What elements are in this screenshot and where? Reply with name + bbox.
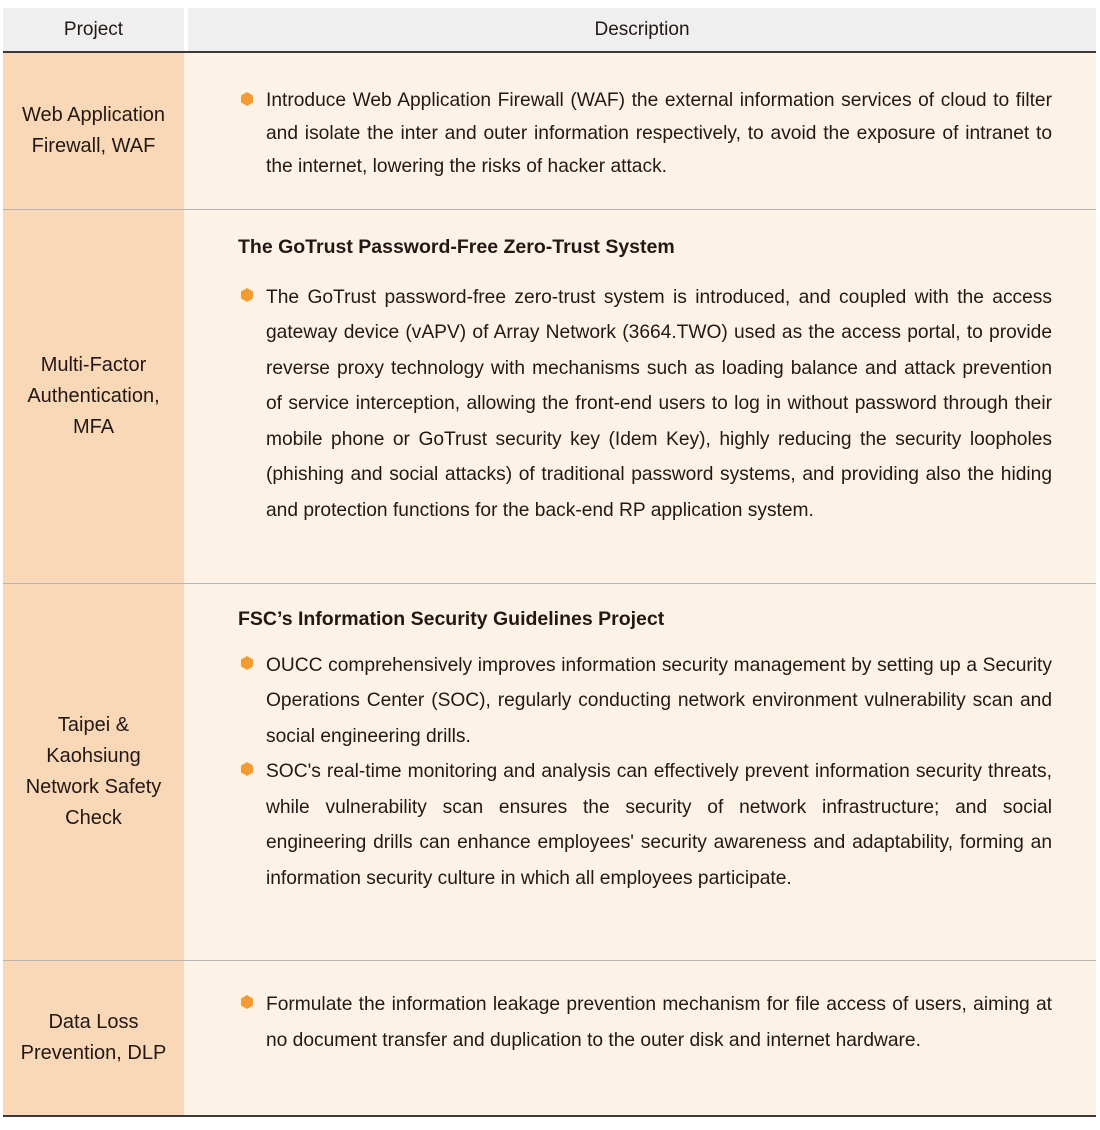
bullet-text: OUCC comprehensively improves information security management by setting up a Security Operations Center (SOC), regularly conducting network environment vulnerability scan and social engineering drills. (266, 654, 1052, 747)
hexagon-bullet-icon (238, 987, 266, 1009)
bullet-text: The GoTrust password-free zero-trust system is introduced, and coupled with the access gateway device (vAPV) of Array Network (3664.TWO) used as the access portal, to provide reverse proxy technology with mechanisms such as loading balance and attack prevention of service interception, allowing the front-end users to log in without password through their mobile phone or GoTrust security key (Idem Key), highly reducing the security loopholes (phishing and social attacks) of traditional password systems, and providing also the hiding and protection functions for the back-end RP application system. (266, 286, 1052, 521)
table-row (3, 210, 1096, 584)
description-subtitle: The GoTrust Password-Free Zero-Trust System (238, 236, 675, 258)
description-cell (188, 210, 1096, 583)
hexagon-bullet-icon (238, 280, 266, 302)
project-cell: Data Loss Prevention, DLP (3, 961, 184, 1115)
project-cell: Web Application Firewall, WAF (3, 53, 184, 209)
list-item (238, 987, 1052, 1058)
security-projects-table (3, 8, 1096, 1117)
hexagon-bullet-icon (238, 648, 266, 670)
description-subtitle: FSC’s Information Security Guidelines Project (238, 608, 665, 630)
description-cell (188, 961, 1096, 1115)
bullet-text: Introduce Web Application Firewall (WAF) the external information services of cloud to filter and isolate the inter and outer information respectively, to avoid the exposure of intranet to the internet, lowering the risks of hacker attack. (266, 90, 1052, 177)
table-header (3, 8, 1096, 53)
list-item (238, 648, 1052, 755)
project-cell: Multi-Factor Authentication, MFA (3, 210, 184, 583)
hexagon-bullet-icon (238, 84, 266, 106)
project-cell: Taipei & Kaohsiung Network Safety Check (3, 584, 184, 960)
bullet-text: SOC's real-time monitoring and analysis can effectively prevent information security threats, while vulnerability scan ensures the security of network infrastructure; and social engineering drills can enhance employees' security awareness and adaptability, forming an information security culture in which all employees participate. (266, 761, 1052, 889)
list-item (238, 280, 1052, 529)
description-cell (188, 584, 1096, 960)
description-cell (188, 53, 1096, 209)
header-project: Project (3, 8, 184, 51)
table-row (3, 584, 1096, 961)
header-description: Description (188, 8, 1096, 51)
list-item (238, 84, 1052, 183)
list-item (238, 754, 1052, 896)
table-row (3, 961, 1096, 1117)
bullet-text: Formulate the information leakage prevention mechanism for file access of users, aiming at no document transfer and duplication to the outer disk and internet hardware. (266, 994, 1052, 1051)
hexagon-bullet-icon (238, 754, 266, 776)
table-row (3, 53, 1096, 210)
